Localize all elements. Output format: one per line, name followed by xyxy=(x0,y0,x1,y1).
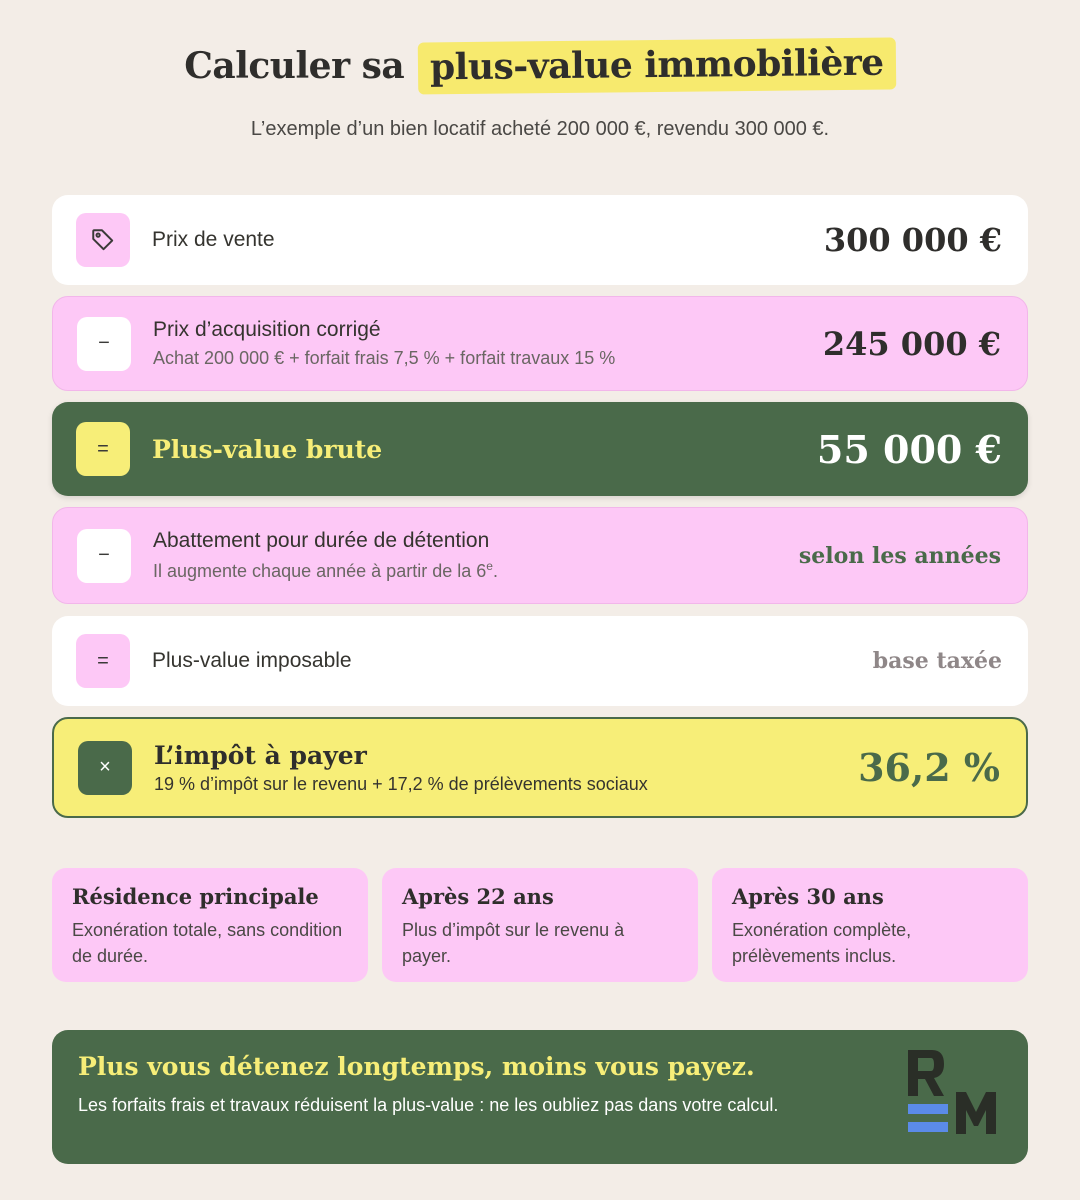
row-label: Plus-value brute xyxy=(152,434,383,464)
row-prix-acquisition xyxy=(52,296,1028,391)
row-value: 300 000 € xyxy=(823,221,1002,259)
card-text: Exonération complète, prélèvements inclus. xyxy=(732,920,912,966)
footer-text: Les forfaits frais et travaux réduisent la plus-value : ne les oubliez pas dans votre calcul. xyxy=(78,1095,779,1115)
row-label: Plus-value imposable xyxy=(152,649,352,672)
equals-icon: = xyxy=(76,634,130,688)
row-sublabel: Il augmente chaque année à partir de la 6e. xyxy=(153,559,498,581)
row-label: Abattement pour durée de détention xyxy=(153,529,490,552)
multiply-icon: × xyxy=(78,741,132,795)
row-plus-value-imposable xyxy=(52,616,1028,706)
card-residence-principale xyxy=(52,868,368,982)
footer-title: Plus vous détenez longtemps, moins vous payez. xyxy=(78,1052,755,1081)
card-apres-30-ans xyxy=(712,868,1028,982)
row-abattement xyxy=(52,507,1028,604)
row-label: Prix d’acquisition corrigé xyxy=(153,318,381,341)
card-title: Résidence principale xyxy=(72,884,319,909)
title-highlight: plus-value immobilière xyxy=(418,38,896,95)
card-title: Après 22 ans xyxy=(402,884,554,909)
card-text: Plus d’impôt sur le revenu à payer. xyxy=(402,920,625,966)
footer-banner xyxy=(52,1030,1028,1164)
row-sublabel: 19 % d’impôt sur le revenu + 17,2 % de prélèvements sociaux xyxy=(154,773,648,794)
row-label: L’impôt à payer xyxy=(154,740,367,770)
row-sublabel: Achat 200 000 € + forfait frais 7,5 % + forfait travaux 15 % xyxy=(153,348,616,368)
row-value: 36,2 % xyxy=(858,745,1000,790)
tag-icon xyxy=(76,213,130,267)
row-value: 245 000 € xyxy=(822,324,1001,363)
minus-icon: − xyxy=(77,529,131,583)
minus-icon: − xyxy=(77,317,131,371)
row-value: base taxée xyxy=(872,648,1002,674)
row-label: Prix de vente xyxy=(152,228,275,251)
row-plus-value-brute xyxy=(52,402,1028,496)
card-text: Exonération totale, sans condition de durée. xyxy=(72,920,343,966)
row-impot-a-payer xyxy=(52,717,1028,818)
row-prix-de-vente xyxy=(52,195,1028,285)
title-text: Calculer sa xyxy=(184,45,405,87)
rm-logo xyxy=(906,1048,998,1140)
card-title: Après 30 ans xyxy=(732,884,884,909)
equals-icon: = xyxy=(76,422,130,476)
row-value: selon les années xyxy=(798,542,1001,569)
page-title xyxy=(0,40,1080,92)
page-subtitle: L’exemple d’un bien locatif acheté 200 000 €, revendu 300 000 €. xyxy=(250,118,830,140)
row-value: 55 000 € xyxy=(816,426,1002,472)
card-apres-22-ans xyxy=(382,868,698,982)
